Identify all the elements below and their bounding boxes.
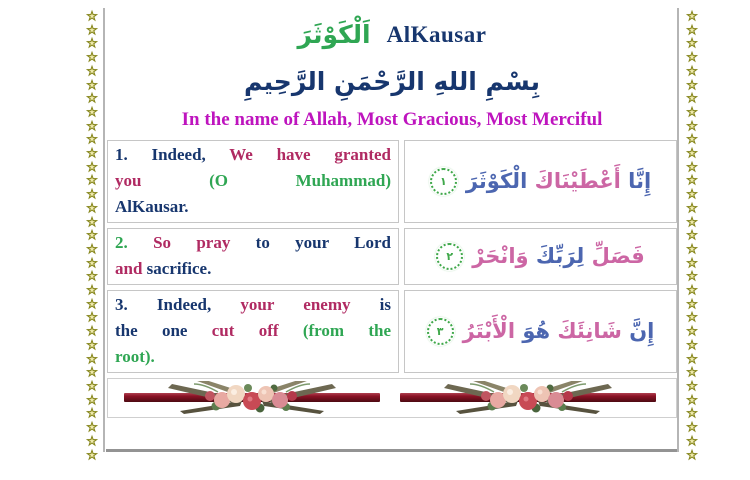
right-border-line: [677, 8, 679, 452]
verse-number-arabic: ٣: [436, 324, 444, 338]
star-icon: ★: [86, 228, 98, 243]
star-icon: ★: [86, 50, 98, 65]
star-icon: ★: [686, 63, 698, 78]
star-icon: ★: [86, 187, 98, 202]
star-icon: ★: [686, 187, 698, 202]
verse-row-1: [107, 140, 677, 223]
star-icon: ★: [86, 269, 98, 284]
star-icon: ★: [86, 406, 98, 421]
star-icon: ★: [686, 77, 698, 92]
star-icon: ★: [686, 406, 698, 421]
text-segment: 1. Indeed,: [115, 144, 230, 164]
arabic-verse-text: [472, 244, 645, 268]
star-icon: ★: [86, 91, 98, 106]
english-translation-cell: [107, 140, 399, 223]
text-segment: شَانِئَكَ: [550, 319, 622, 343]
text-segment: الْأَبْتَرُ: [462, 319, 516, 343]
star-icon: ★: [86, 63, 98, 78]
bottom-border-line: [106, 449, 677, 452]
text-segment: you: [115, 170, 210, 190]
star-icon: ★: [686, 365, 698, 380]
text-segment: أَعْطَيْنَاكَ: [527, 169, 621, 193]
rose-divider-box: [107, 378, 677, 418]
star-icon: ★: [86, 378, 98, 393]
arabic-verse-cell: [404, 290, 677, 373]
text-segment: root).: [115, 346, 155, 366]
verse-number-arabic: ٢: [446, 249, 454, 263]
star-icon: ★: [686, 132, 698, 147]
star-icon: ★: [686, 118, 698, 133]
text-segment: فَصَلِّ: [584, 244, 645, 268]
star-icon: ★: [686, 200, 698, 215]
bismillah-arabic: بِسْمِ اللهِ الرَّحْمَنِ الرَّحِيمِ: [244, 67, 540, 96]
translation-line: [115, 318, 391, 344]
text-segment: إِنَّا: [620, 169, 652, 193]
translation-header: In the name of Allah, Most Gracious, Most Merciful: [181, 108, 603, 130]
text-segment: sacrifice.: [146, 258, 212, 278]
text-segment: So pray: [153, 232, 256, 252]
arabic-verse-cell: [404, 140, 677, 223]
surah-title-arabic: اَلْكَوْثَرَ: [297, 20, 371, 49]
star-icon: ★: [686, 9, 698, 23]
star-icon: ★: [686, 146, 698, 161]
star-icon: ★: [86, 447, 98, 462]
star-icon: ★: [86, 9, 98, 23]
left-border-line: [103, 8, 105, 452]
translation-line: [115, 292, 391, 318]
star-icon: ★: [686, 36, 698, 51]
star-border-right: [684, 10, 700, 462]
star-icon: ★: [686, 296, 698, 311]
star-icon: ★: [86, 365, 98, 380]
text-segment: 2.: [115, 232, 154, 252]
star-icon: ★: [686, 269, 698, 284]
star-icon: ★: [86, 22, 98, 37]
star-icon: ★: [86, 241, 98, 256]
text-segment: AlKausar.: [115, 196, 189, 216]
star-icon: ★: [686, 392, 698, 407]
text-segment: cut off: [211, 320, 303, 340]
arabic-verse-cell: [404, 228, 677, 285]
star-icon: ★: [686, 50, 698, 65]
content-area: [107, 10, 677, 418]
arabic-verse-text: [466, 169, 651, 193]
english-translation-cell: [107, 228, 399, 285]
translation-line: [115, 142, 391, 168]
star-icon: ★: [86, 337, 98, 352]
star-icon: ★: [86, 118, 98, 133]
star-icon: ★: [86, 392, 98, 407]
star-icon: ★: [686, 104, 698, 119]
star-icon: ★: [86, 146, 98, 161]
text-segment: to your Lord: [255, 232, 391, 252]
text-segment: لِرَبِّكَ: [528, 244, 585, 268]
star-icon: ★: [686, 433, 698, 448]
star-icon: ★: [86, 433, 98, 448]
verse-end-marker-icon: [430, 168, 457, 195]
text-segment: the one: [115, 320, 212, 340]
star-icon: ★: [86, 310, 98, 325]
star-icon: ★: [86, 36, 98, 51]
verse-row-2: [107, 228, 677, 285]
star-icon: ★: [686, 420, 698, 435]
star-icon: ★: [686, 310, 698, 325]
arabic-verse-text: [463, 319, 655, 343]
text-segment: الْكَوْثَرَ: [465, 169, 528, 193]
translation-line: [115, 344, 391, 370]
star-icon: ★: [686, 214, 698, 229]
star-icon: ★: [86, 173, 98, 188]
text-segment: (from the: [302, 320, 392, 340]
verse-row-3: [107, 290, 677, 373]
translation-line: [115, 168, 391, 194]
star-icon: ★: [86, 214, 98, 229]
star-icon: ★: [686, 241, 698, 256]
star-icon: ★: [86, 420, 98, 435]
text-segment: We have granted: [229, 144, 391, 164]
star-icon: ★: [86, 132, 98, 147]
text-segment: and: [115, 258, 147, 278]
star-icon: ★: [86, 104, 98, 119]
english-translation-cell: [107, 290, 399, 373]
text-segment: your enemy: [240, 294, 380, 314]
star-icon: ★: [86, 283, 98, 298]
star-icon: ★: [686, 447, 698, 462]
star-border-left: [84, 10, 100, 462]
star-icon: ★: [686, 22, 698, 37]
text-segment: هُوَ: [515, 319, 551, 343]
text-segment: 3. Indeed,: [115, 294, 241, 314]
star-icon: ★: [686, 228, 698, 243]
star-icon: ★: [86, 324, 98, 339]
translation-line: [115, 230, 391, 256]
verse-table: [107, 140, 677, 373]
star-icon: ★: [686, 283, 698, 298]
star-icon: ★: [686, 255, 698, 270]
star-icon: ★: [86, 77, 98, 92]
surah-title-english: AlKausar: [386, 22, 487, 47]
star-icon: ★: [86, 351, 98, 366]
star-icon: ★: [686, 378, 698, 393]
star-icon: ★: [686, 159, 698, 174]
star-icon: ★: [86, 255, 98, 270]
star-icon: ★: [86, 200, 98, 215]
rose-divider: [116, 381, 666, 415]
star-icon: ★: [86, 159, 98, 174]
verse-end-marker-icon: [427, 318, 454, 345]
translation-line: [115, 256, 391, 282]
star-icon: ★: [686, 351, 698, 366]
text-segment: وَانْحَرْ: [472, 244, 529, 268]
text-segment: is: [379, 294, 391, 314]
text-segment: (O Muhammad): [209, 170, 391, 190]
star-icon: ★: [86, 296, 98, 311]
star-icon: ★: [686, 173, 698, 188]
star-icon: ★: [686, 337, 698, 352]
star-icon: ★: [686, 324, 698, 339]
translation-line: [115, 194, 391, 220]
verse-end-marker-icon: [436, 243, 463, 270]
star-icon: ★: [686, 91, 698, 106]
page-title: [107, 20, 677, 50]
verse-number-arabic: ١: [440, 174, 447, 188]
text-segment: إِنَّ: [621, 319, 655, 343]
